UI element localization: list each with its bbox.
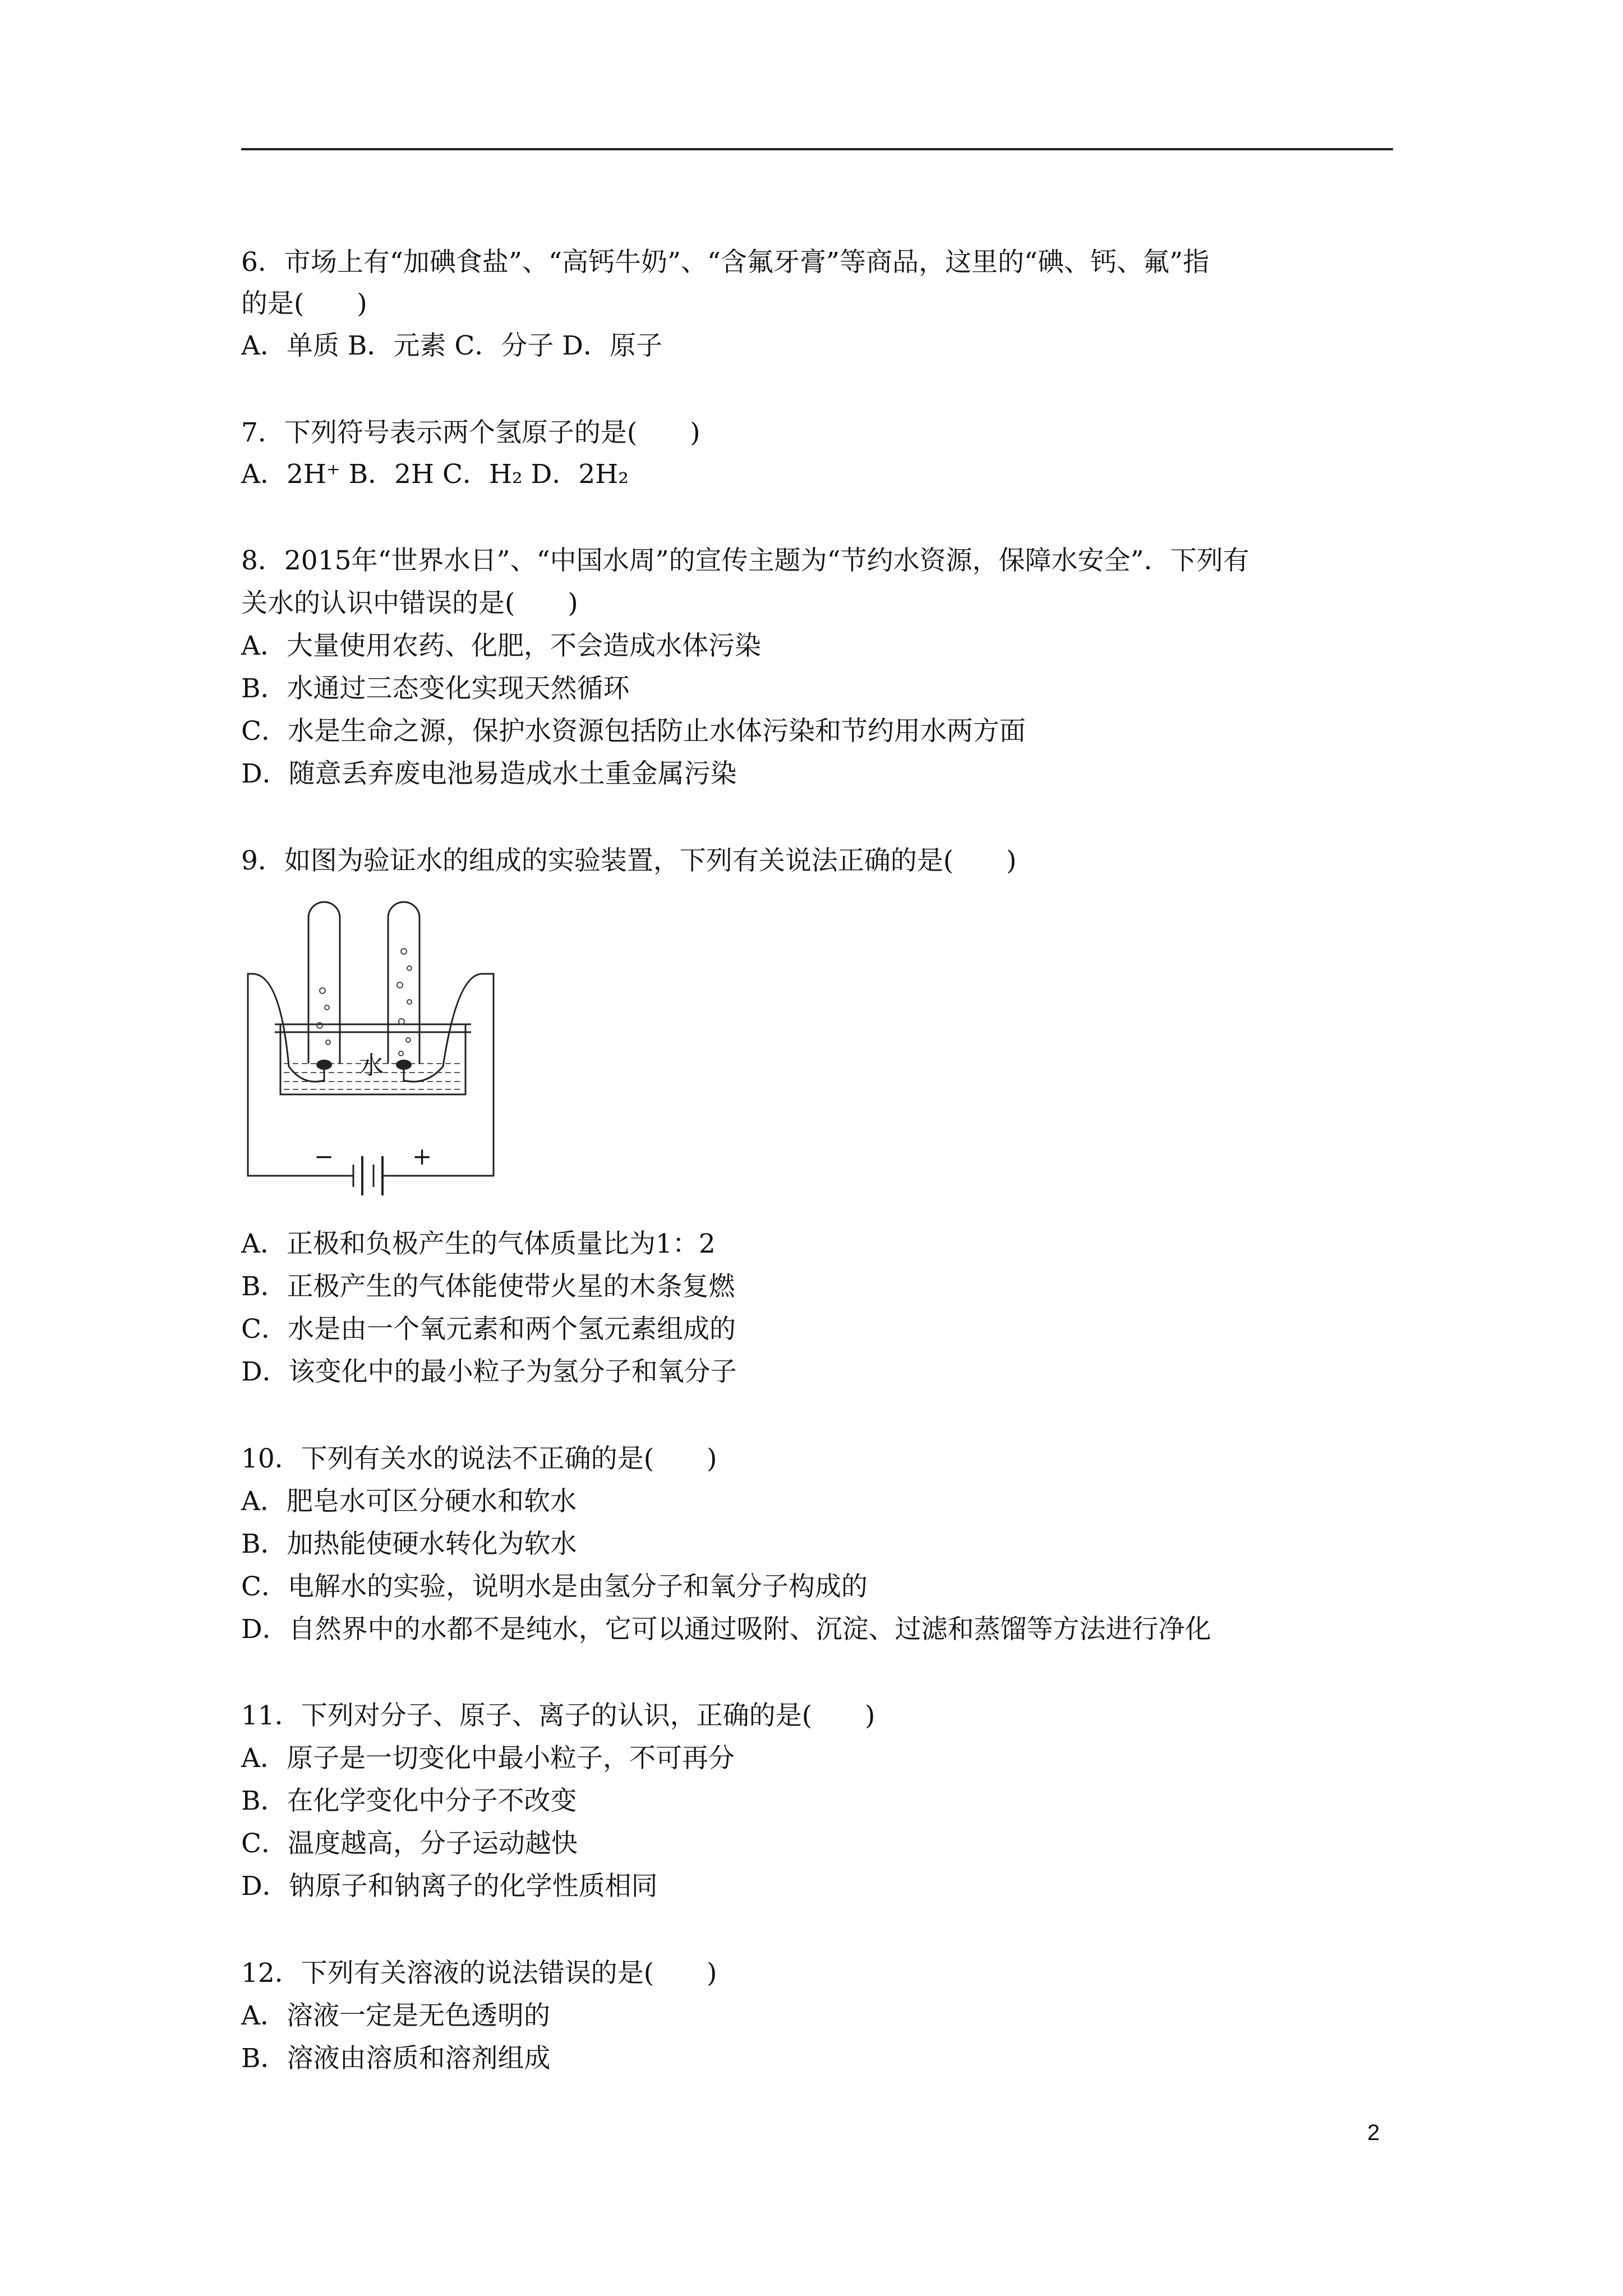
right-test-tube <box>388 902 419 1064</box>
question-10-stem: 10．下列有关水的说法不正确的是( ) <box>241 1443 717 1474</box>
question-8-option-b: B．水通过三态变化实现天然循环 <box>241 673 630 704</box>
question-11-stem: 11．下列对分子、原子、离子的认识，正确的是( ) <box>241 1700 875 1731</box>
page-number: 2 <box>1367 2120 1380 2145</box>
minus-label: − <box>314 1143 334 1170</box>
question-9-option-c: C．水是由一个氧元素和两个氢元素组成的 <box>241 1314 736 1345</box>
water-label: 水 <box>359 1051 384 1080</box>
question-9-option-a: A．正极和负极产生的气体质量比为1：2 <box>241 1228 716 1259</box>
question-10-option-a: A．肥皂水可区分硬水和软水 <box>241 1486 577 1517</box>
question-12-stem: 12．下列有关溶液的说法错误的是( ) <box>241 1958 717 1989</box>
question-12-option-b: B．溶液由溶质和溶剂组成 <box>241 2043 551 2074</box>
electrode-right <box>396 1060 412 1070</box>
question-6-stem-cont: 的是( ) <box>241 288 367 319</box>
question-9-option-b: B．正极产生的气体能使带火星的木条复燃 <box>241 1271 735 1302</box>
question-8-option-a: A．大量使用农药、化肥，不会造成水体污染 <box>241 631 761 661</box>
question-9-option-d: D．该变化中的最小粒子为氢分子和氧分子 <box>241 1356 737 1387</box>
question-7-options: A．2H⁺ B．2H C．H₂ D．2H₂ <box>241 459 629 490</box>
electrode-left <box>316 1060 332 1070</box>
question-10-option-d: D．自然界中的水都不是纯水，它可以通过吸附、沉淀、过滤和蒸馏等方法进行净化 <box>241 1614 1211 1645</box>
question-11-option-a: A．原子是一切变化中最小粒子，不可再分 <box>241 1743 735 1774</box>
plus-label: + <box>412 1143 432 1170</box>
question-6-options: A．单质 B．元素 C．分子 D．原子 <box>241 330 662 361</box>
question-8-option-d: D．随意丢弃废电池易造成水土重金属污染 <box>241 758 737 789</box>
question-11-option-c: C．温度越高，分子运动越快 <box>241 1828 578 1859</box>
question-8-stem: 8．2015年“世界水日”、“中国水周”的宣传主题为“节约水资源，保障水安全”．下列有 <box>241 545 1249 576</box>
question-10-option-c: C．电解水的实验，说明水是由氢分子和氧分子构成的 <box>241 1571 868 1602</box>
question-10-option-b: B．加热能使硬水转化为软水 <box>241 1529 577 1559</box>
left-test-tube <box>308 902 340 1064</box>
header-rule <box>241 148 1393 150</box>
wire-left <box>248 974 353 1176</box>
question-12-option-a: A．溶液一定是无色透明的 <box>241 2000 550 2031</box>
electrolysis-apparatus-figure <box>241 895 505 1215</box>
question-9-stem: 9．如图为验证水的组成的实验装置，下列有关说法正确的是( ) <box>241 845 1017 876</box>
question-8-stem-cont: 关水的认识中错误的是( ) <box>241 588 578 619</box>
question-11-option-d: D．钠原子和钠离子的化学性质相同 <box>241 1871 658 1902</box>
question-6-stem: 6．市场上有“加碘食盐”、“高钙牛奶”、“含氟牙膏”等商品，这里的“碘、钙、氟”指 <box>241 247 1210 278</box>
question-7-stem: 7．下列符号表示两个氢原子的是( ) <box>241 417 700 448</box>
question-8-option-c: C．水是生命之源，保护水资源包括防止水体污染和节约用水两方面 <box>241 716 1026 747</box>
question-11-option-b: B．在化学变化中分子不改变 <box>241 1786 577 1816</box>
wire-right <box>390 974 494 1176</box>
